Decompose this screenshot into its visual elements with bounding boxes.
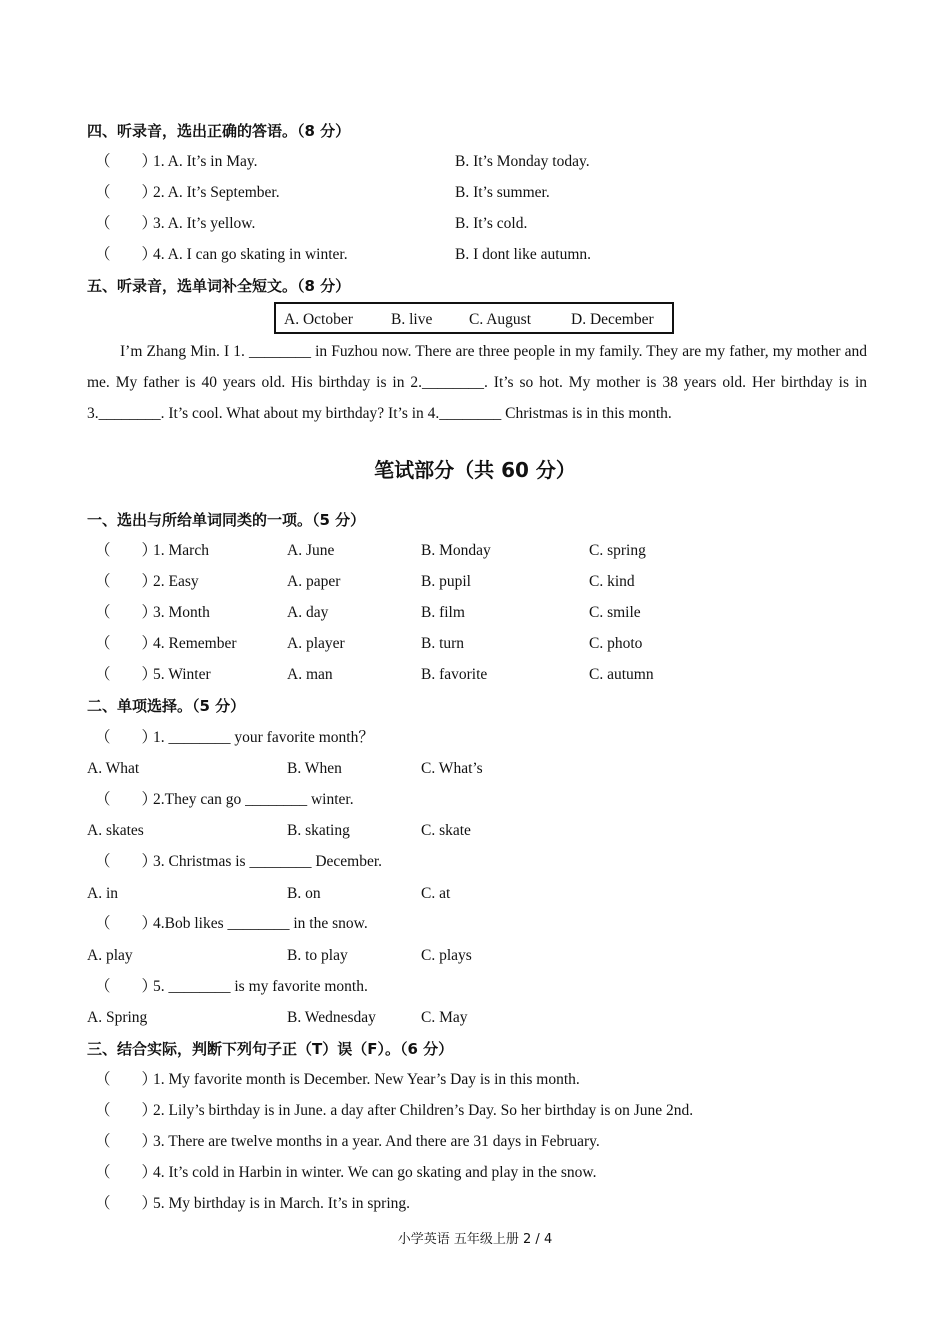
question-word: 1. March [153, 542, 209, 559]
option-a: A. paper [287, 573, 341, 590]
word-bank-item: D. December [571, 311, 654, 328]
option-c: C. plays [421, 947, 472, 964]
option-a: A. man [287, 666, 333, 683]
option-c: C. May [421, 1009, 468, 1026]
option-c: C. spring [589, 542, 646, 559]
answer-blank[interactable]: （ ） [95, 978, 158, 995]
option-b: B. Wednesday [287, 1009, 376, 1026]
option-b: B. skating [287, 822, 350, 839]
question-text: 1. ________ your favorite month？ [153, 729, 374, 746]
statement-text: 5. My birthday is in March. It’s in spring. [153, 1195, 411, 1212]
answer-blank[interactable]: （ ） [95, 542, 158, 559]
answer-blank[interactable]: （ ） [95, 1164, 158, 1181]
answer-blank[interactable]: （ ） [95, 791, 158, 808]
question-text: 5. ________ is my favorite month. [153, 978, 368, 995]
part5-heading: 五、听录音，选单词补全短文。（8 分） [87, 277, 351, 295]
question-word: 2. Easy [153, 573, 199, 590]
statement-text: 2. Lily’s birthday is in June. a day after Children’s Day. So her birthday is on June 2nd. [153, 1102, 694, 1119]
option-a: A. play [87, 947, 133, 964]
answer-blank[interactable]: （ ） [95, 635, 158, 652]
option-b: B. favorite [421, 666, 488, 683]
option-b: B. When [287, 760, 342, 777]
option-a: 1. A. It’s in May. [153, 153, 258, 170]
question-text: 3. Christmas is ________ December. [153, 853, 383, 870]
statement-text: 4. It’s cold in Harbin in winter. We can go skating and play in the snow. [153, 1164, 597, 1181]
answer-blank[interactable]: （ ） [95, 604, 158, 621]
word-bank-item: A. October [284, 311, 353, 328]
answer-blank[interactable]: （ ） [95, 1071, 158, 1088]
question-text: 4.Bob likes ________ in the snow. [153, 915, 368, 932]
option-a: 4. A. I can go skating in winter. [153, 246, 348, 263]
question-word: 4. Remember [153, 635, 237, 652]
question-word: 3. Month [153, 604, 210, 621]
written-section-title: 笔试部分（共 60 分） [374, 458, 576, 482]
option-b: B. on [287, 885, 321, 902]
answer-blank[interactable]: （ ） [95, 853, 158, 870]
page-footer: 小学英语 五年级上册 2 / 4 [397, 1232, 553, 1247]
answer-blank[interactable]: （ ） [95, 573, 158, 590]
option-c: C. What’s [421, 760, 483, 777]
option-c: C. smile [589, 604, 641, 621]
answer-blank[interactable]: （ ） [95, 246, 158, 263]
option-a: A. skates [87, 822, 144, 839]
option-b: B. I dont like autumn. [455, 246, 592, 263]
part4-heading: 四、听录音，选出正确的答语。（8 分） [87, 122, 351, 140]
question-word: 5. Winter [153, 666, 211, 683]
answer-blank[interactable]: （ ） [95, 1195, 158, 1212]
cloze-passage: I’m Zhang Min. I 1. ________ in Fuzhou now. There are three people in my family. They are my father, my mother and me. My father is 40 years old. His birthday is in 2.________. It’s so hot. My mother is 38 years old. Her birthday is in 3.________. It’s cool. What about my birthday? It’s in 4.________ Christmas is in this month. [87, 343, 867, 422]
option-a: 2. A. It’s September. [153, 184, 280, 201]
option-b: B. Monday [421, 542, 491, 559]
option-b: B. It’s summer. [455, 184, 550, 201]
option-b: B. It’s Monday today. [455, 153, 590, 170]
option-c: C. photo [589, 635, 643, 652]
option-a: A. in [87, 885, 118, 902]
word-bank-item: B. live [391, 311, 433, 328]
word-bank-item: C. August [469, 311, 532, 328]
option-b: B. pupil [421, 573, 471, 590]
answer-blank[interactable]: （ ） [95, 184, 158, 201]
option-b: B. turn [421, 635, 465, 652]
option-a: 3. A. It’s yellow. [153, 215, 256, 232]
option-b: B. to play [287, 947, 348, 964]
option-a: A. player [287, 635, 345, 652]
option-a: A. June [287, 542, 335, 559]
question-text: 2.They can go ________ winter. [153, 791, 354, 808]
statement-text: 1. My favorite month is December. New Year’s Day is in this month. [153, 1071, 580, 1088]
option-c: C. at [421, 885, 451, 902]
answer-blank[interactable]: （ ） [95, 215, 158, 232]
option-b: B. film [421, 604, 465, 621]
w2-heading: 二、单项选择。（5 分） [87, 697, 246, 715]
answer-blank[interactable]: （ ） [95, 915, 158, 932]
option-c: C. autumn [589, 666, 654, 683]
answer-blank[interactable]: （ ） [95, 1133, 158, 1150]
option-c: C. kind [589, 573, 635, 590]
option-a: A. day [287, 604, 329, 621]
answer-blank[interactable]: （ ） [95, 666, 158, 683]
answer-blank[interactable]: （ ） [95, 1102, 158, 1119]
word-bank [274, 302, 674, 334]
option-a: A. Spring [87, 1009, 148, 1026]
w3-heading: 三、结合实际，判断下列句子正（T）误（F）。（6 分） [87, 1040, 454, 1058]
option-b: B. It’s cold. [455, 215, 528, 232]
option-a: A. What [87, 760, 140, 777]
statement-text: 3. There are twelve months in a year. And there are 31 days in February. [153, 1133, 600, 1150]
answer-blank[interactable]: （ ） [95, 153, 158, 170]
answer-blank[interactable]: （ ） [95, 729, 158, 746]
w1-heading: 一、选出与所给单词同类的一项。（5 分） [87, 511, 366, 529]
option-c: C. skate [421, 822, 471, 839]
